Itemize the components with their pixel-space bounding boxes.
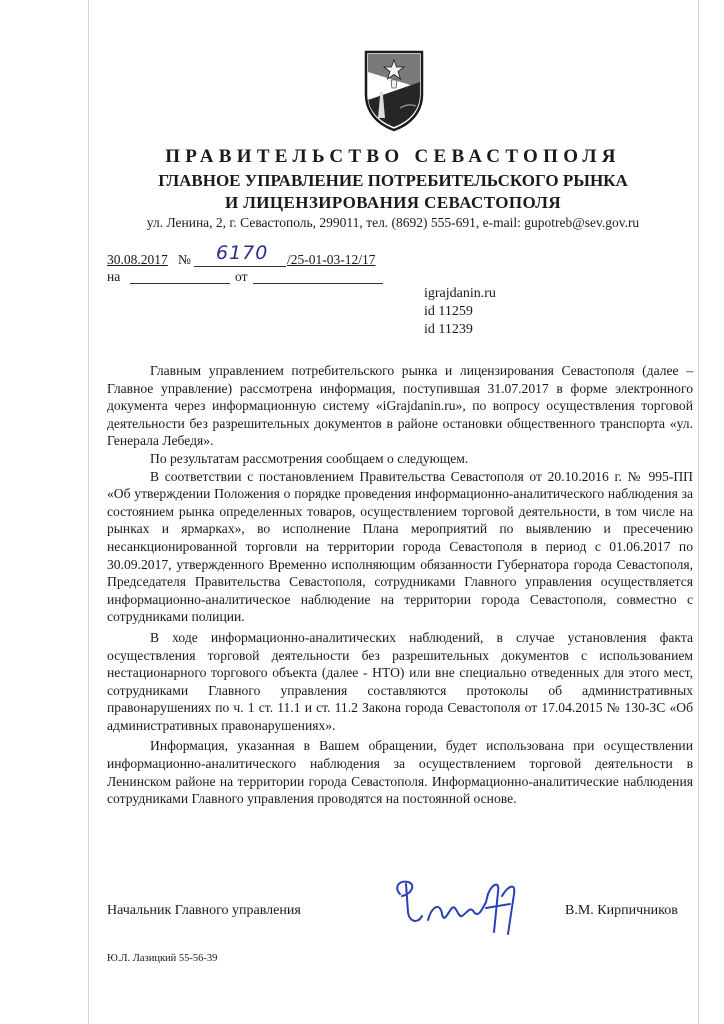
registration-number-label: № <box>178 252 191 267</box>
signatory-name: В.М. Кирпичников <box>565 903 678 918</box>
department-title-line2: И ЛИЦЕНЗИРОВАНИЯ СЕВАСТОПОЛЯ <box>224 193 562 212</box>
addressee-site: igrajdanin.ru <box>424 286 496 301</box>
registration-date: 30.08.2017 <box>107 252 168 267</box>
body-paragraph-information-use: Информация, указанная в Вашем обращении, будет использована при осуществлении информационно-аналитического наблюдения за осуществлением торговой деятельности в Ленинском районе на территории города Севастополя. Информационно-аналитические наблюдения сотрудниками Главного управления проводятся на постоянной основе. <box>107 738 693 807</box>
body-paragraph-protocols: В ходе информационно-аналитических наблюдений, в случае установления факта осуществления торговой деятельности без разрешительных документов с использованием нестационарного торгового объекта (далее - НТО) или вне специально отведенных для этого мест, сотрудниками Главного управления составляются протоколы об административных правонарушениях по ч. 1 ст. 11.1 и ст. 11.2 Закона города Севастополя от 17.04.2015 № 130-ЗС «Об административных правонарушениях». <box>107 629 693 733</box>
reply-to-number-line <box>130 283 230 284</box>
handwritten-registration-number: 6170 <box>216 242 269 264</box>
reply-from-date-line <box>253 283 383 284</box>
executor-contact: Ю.Л. Лазицкий 55-56-39 <box>107 953 218 964</box>
department-title-line1: ГЛАВНОЕ УПРАВЛЕНИЕ ПОТРЕБИТЕЛЬСКОГО РЫНКА <box>158 171 628 190</box>
registration-number-underline <box>194 266 286 267</box>
reply-from-label: от <box>235 269 248 284</box>
body-paragraph-review: Главным управлением потребительского рынка и лицензирования Севастополя (далее – Главное управление) рассмотрена информация, поступившая 31.07.2017 в форме электронного документа через информационную систему «iGrajdanin.ru», по вопросу осуществления торговой деятельности без разрешительных документов в районе остановки общественного транспорта «ул. Генерала Лебедя». <box>107 363 693 449</box>
addressee-id-2: id 11239 <box>424 322 473 337</box>
government-title: ПРАВИТЕЛЬСТВО СЕВАСТОПОЛЯ <box>165 146 621 167</box>
department-address: ул. Ленина, 2, г. Севастополь, 299011, тел. (8692) 555-691, e-mail: gupotreb@sev.gov.ru <box>146 215 640 230</box>
body-paragraph-legal-basis: В соответствии с постановлением Правительства Севастополя от 20.10.2016 г. № 995-ПП «Об утверждении Положения о порядке проведения информационно-аналитического наблюдения за состоянием рынка определенных товаров, осуществлением торговой деятельности, в том числе на рынках и ярмарках», во исполнение Плана мероприятий по выявлению и пресечению несанкционированной торговли на территории города Севастополя в период с 01.06.2017 по 30.09.2017, утвержденного Временно исполняющим обязанности Губернатора города Севастополя, Председателя Правительства Севастополя, сотрудниками Главного управления осуществляется информационно-аналитическое наблюдение на территории города Севастополя, совместно с сотрудниками полиции. <box>107 468 693 625</box>
reply-to-label: на <box>107 269 121 284</box>
registration-code: /25-01-03-12/17 <box>287 252 376 267</box>
addressee-id-1: id 11259 <box>424 304 473 319</box>
body-paragraph-results: По результатам рассмотрения сообщаем о следующем. <box>150 450 469 466</box>
letter-body <box>107 362 693 808</box>
signatory-position: Начальник Главного управления <box>107 903 301 918</box>
signature-icon <box>388 872 538 942</box>
scan-edge-right <box>698 0 699 1024</box>
coat-of-arms-icon <box>362 48 426 132</box>
